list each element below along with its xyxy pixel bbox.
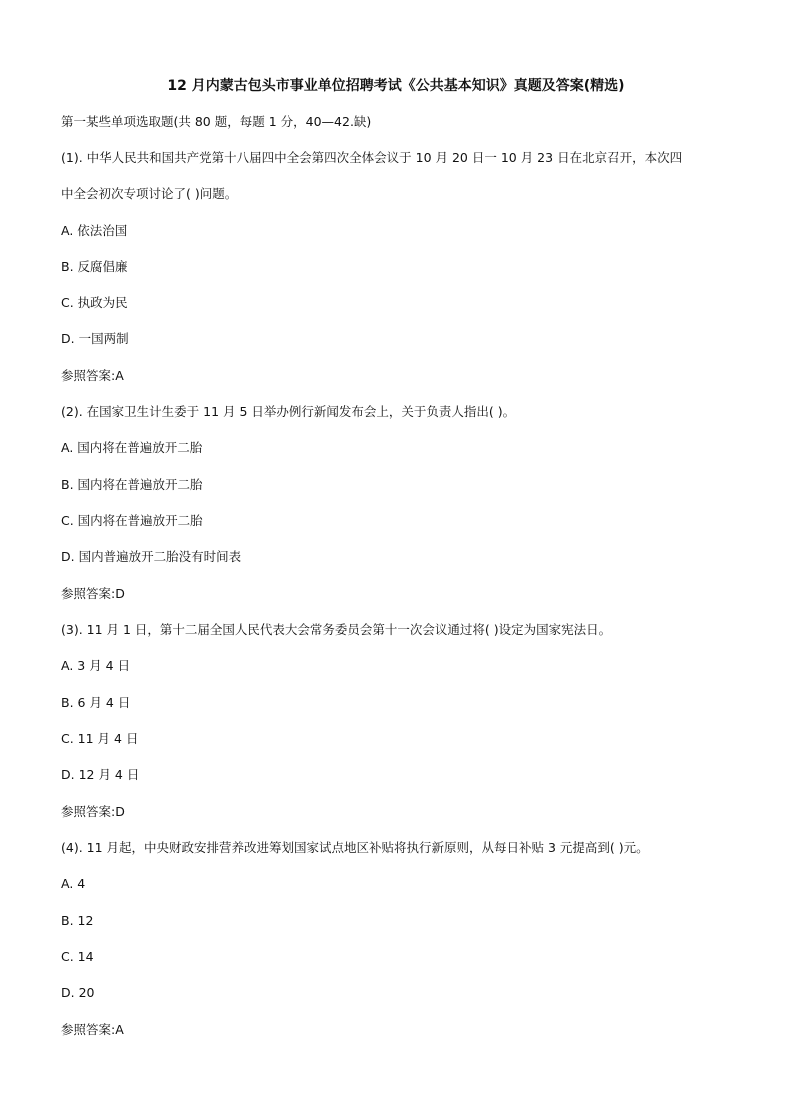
question-1-option-d: D. 一国两制 <box>61 331 129 346</box>
document-title: 12 月内蒙古包头市事业单位招聘考试《公共基本知识》真题及答案(精选) <box>167 78 625 94</box>
question-3-option-d: D. 12 月 4 日 <box>61 767 140 782</box>
question-2-option-b: B. 国内将在普遍放开二胎 <box>61 477 203 492</box>
question-4-option-c: C. 14 <box>61 949 94 964</box>
question-4-option-a: A. 4 <box>61 876 86 891</box>
question-2-option-d: D. 国内普遍放开二胎没有时间表 <box>61 549 242 564</box>
question-2-option-a: A. 国内将在普遍放开二胎 <box>61 440 203 455</box>
question-3-stem: (3). 11 月 1 日，第十二届全国人民代表大会常务委员会第十一次会议通过将( )设定为国家宪法日。 <box>61 622 612 637</box>
question-4-option-d: D. 20 <box>61 985 95 1000</box>
question-1-stem-line1: (1). 中华人民共和国共产党第十八届四中全会第四次全体会议于 10 月 20 日一 10 月 23 日在北京召开，本次四 <box>61 150 683 165</box>
question-2-option-c: C. 国内将在普遍放开二胎 <box>61 513 203 528</box>
question-4-stem: (4). 11 月起，中央财政安排营养改进筹划国家试点地区补贴将执行新原则，从每日补贴 3 元提高到( )元。 <box>61 840 649 855</box>
question-3-answer: 参照答案:D <box>61 804 125 819</box>
question-2-stem: (2). 在国家卫生计生委于 11 月 5 日举办例行新闻发布会上，关于负责人指出( )。 <box>61 404 516 419</box>
question-4-answer: 参照答案:A <box>61 1022 124 1037</box>
question-1-option-a: A. 依法治国 <box>61 223 128 238</box>
question-3-option-a: A. 3 月 4 日 <box>61 658 131 673</box>
question-1-option-b: B. 反腐倡廉 <box>61 259 128 274</box>
question-1-answer: 参照答案:A <box>61 368 124 383</box>
question-1-stem-line2: 中全会初次专项讨论了( )问题。 <box>61 186 238 201</box>
question-4-option-b: B. 12 <box>61 913 94 928</box>
question-2-answer: 参照答案:D <box>61 586 125 601</box>
question-1-option-c: C. 执政为民 <box>61 295 128 310</box>
question-3-option-c: C. 11 月 4 日 <box>61 731 139 746</box>
question-3-option-b: B. 6 月 4 日 <box>61 695 131 710</box>
section-header: 第一某些单项选取题(共 80 题，每题 1 分，40—42.缺) <box>61 114 372 129</box>
